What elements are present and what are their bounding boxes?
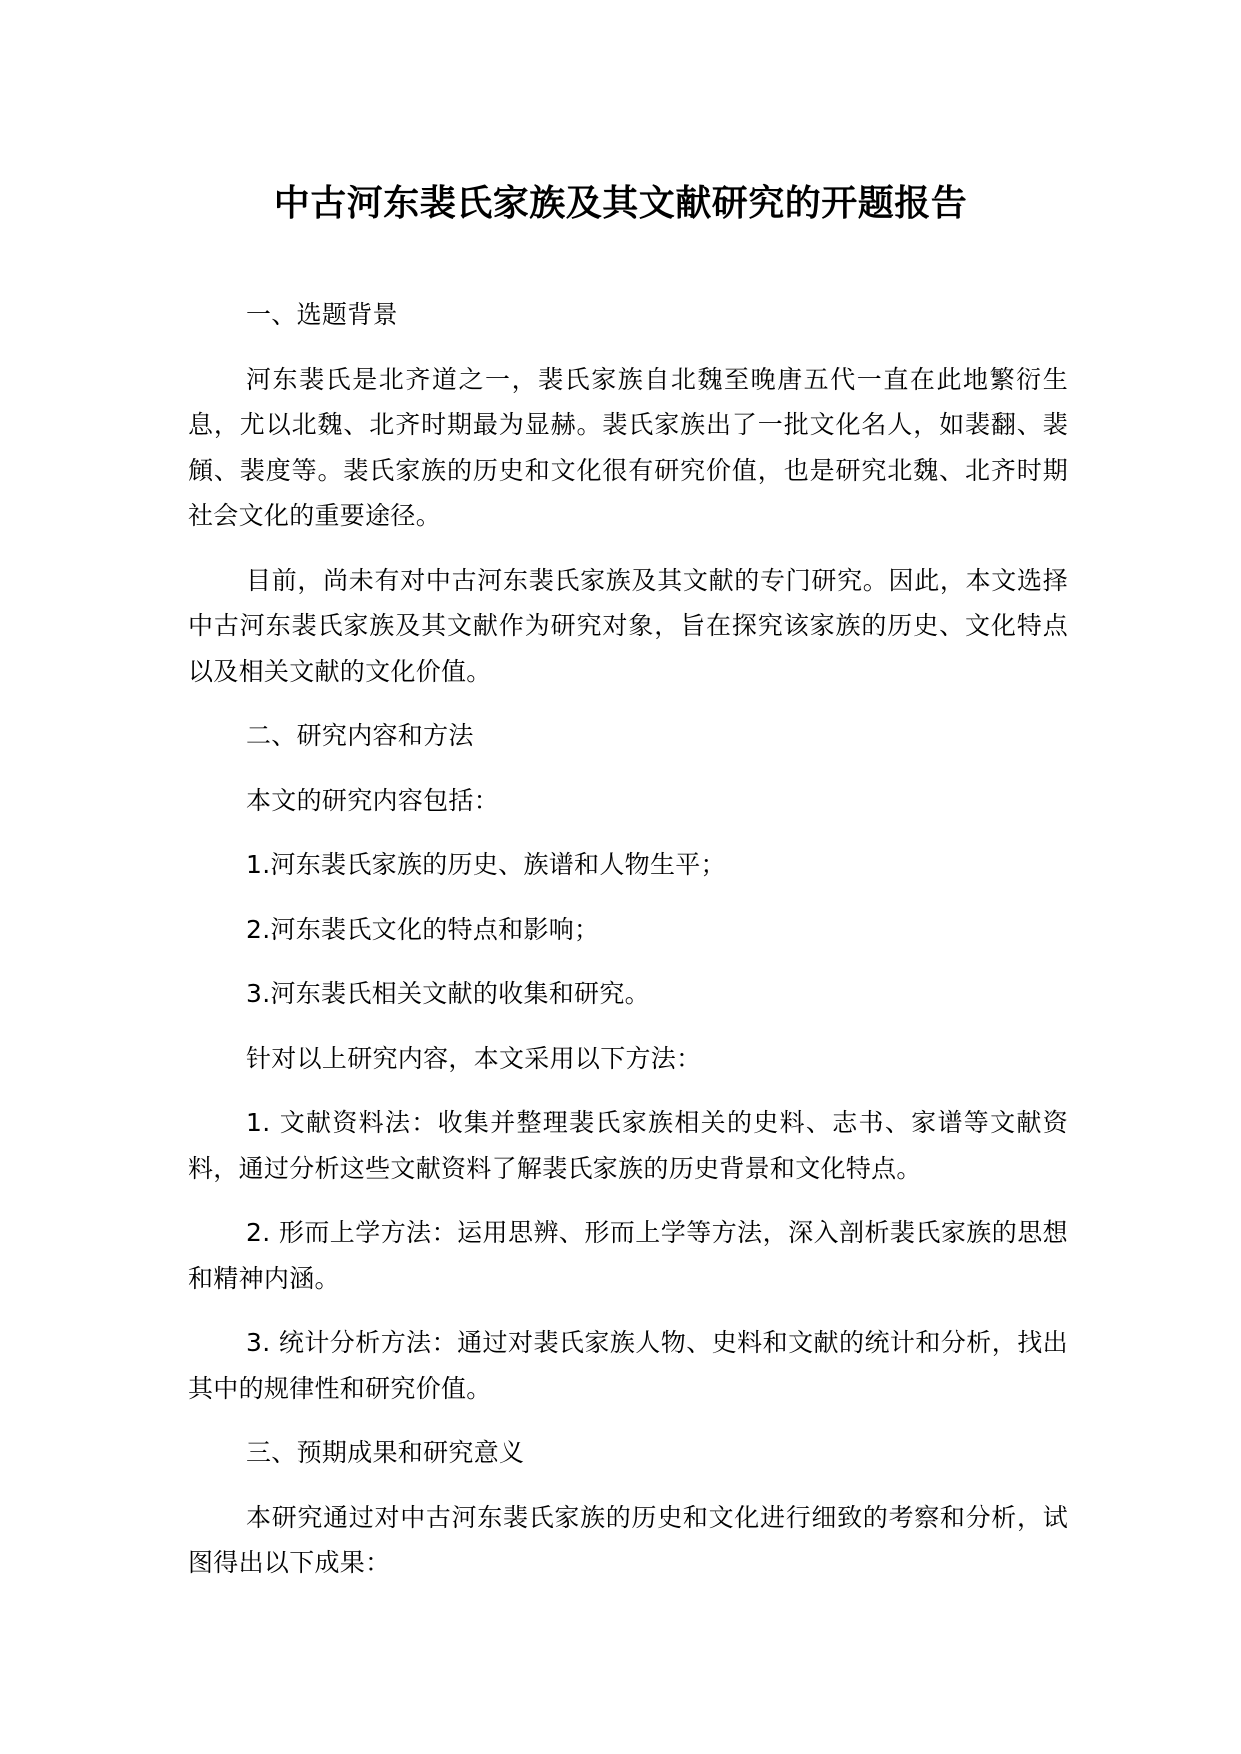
paragraph-content-lead: 本文的研究内容包括： <box>246 785 500 815</box>
list-item-method-1: 1. 文献资料法：收集并整理裴氏家族相关的史料、志书、家谱等文献资料，通过分析这些文献资料了解裴氏家族的历史背景和文化特点。 <box>188 1108 1068 1183</box>
paragraph-outcomes-lead: 本研究通过对中古河东裴氏家族的历史和文化进行细致的考察和分析，试图得出以下成果： <box>188 1502 1068 1577</box>
section-heading-outcomes: 三、预期成果和研究意义 <box>246 1438 525 1467</box>
paragraph-research-gap: 目前，尚未有对中古河东裴氏家族及其文献的专门研究。因此，本文选择中古河东裴氏家族及其文献作为研究对象，旨在探究该家族的历史、文化特点以及相关文献的文化价值。 <box>188 565 1068 686</box>
section-heading-content-methods: 二、研究内容和方法 <box>246 721 474 750</box>
document-title: 中古河东裴氏家族及其文献研究的开题报告 <box>273 183 968 224</box>
list-item-content-1: 1.河东裴氏家族的历史、族谱和人物生平； <box>246 850 726 879</box>
list-item-method-3: 3. 统计分析方法：通过对裴氏家族人物、史料和文献的统计和分析，找出其中的规律性和研究价值。 <box>188 1328 1068 1403</box>
list-item-content-2: 2.河东裴氏文化的特点和影响； <box>246 914 600 944</box>
list-item-content-3: 3.河东裴氏相关文献的收集和研究。 <box>246 979 650 1008</box>
section-heading-background: 一、选题背景 <box>246 300 398 329</box>
document-body <box>188 292 1068 1605</box>
paragraph-methods-lead: 针对以上研究内容，本文采用以下方法： <box>246 1043 702 1073</box>
list-item-method-2: 2. 形而上学方法：运用思辨、形而上学等方法，深入剖析裴氏家族的思想和精神内涵。 <box>188 1218 1068 1293</box>
paragraph-background-intro: 河东裴氏是北齐道之一，裴氏家族自北魏至晚唐五代一直在此地繁衍生息，尤以北魏、北齐时期最为显赫。裴氏家族出了一批文化名人，如裴翻、裴頠、裴度等。裴氏家族的历史和文化很有研究价值，也是研究北魏、北齐时期社会文化的重要途径。 <box>188 364 1068 530</box>
